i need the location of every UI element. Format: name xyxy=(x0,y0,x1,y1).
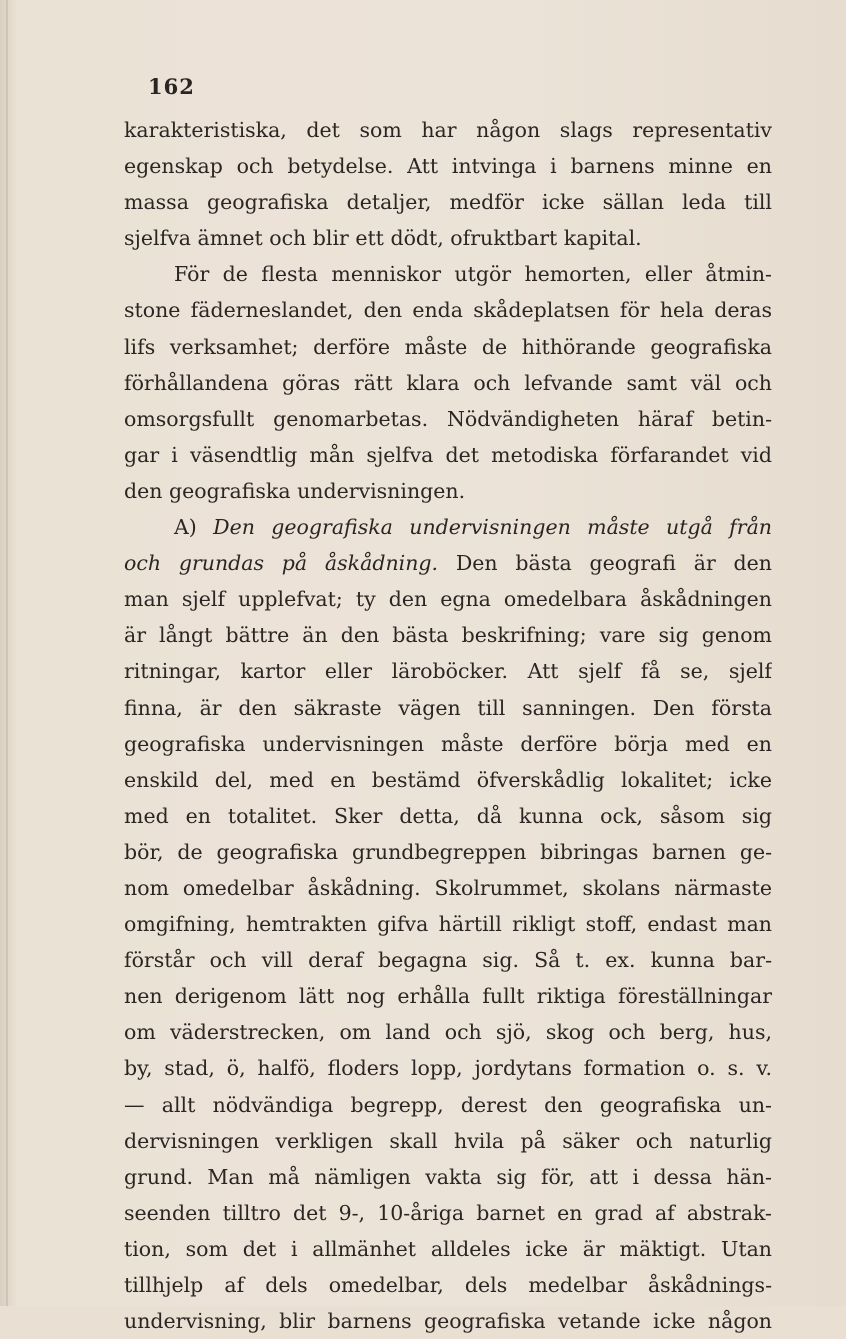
page-number: 162 xyxy=(148,74,195,99)
section-text: Den bästa geografi är den xyxy=(438,551,772,576)
text-line: nen derigenom lätt nog erhålla fullt riktiga föreställningar xyxy=(124,984,772,1009)
section-heading-line xyxy=(124,545,772,581)
text-line: lifs verksamhet; derföre måste de hithörande geografiska xyxy=(124,334,772,359)
text-line: egenskap och betydelse. Att intvinga i barnens minne en xyxy=(124,154,772,179)
text-line: nom omedelbar åskådning. Skolrummet, skolans närmaste xyxy=(124,875,772,900)
text-line: omgifning, hemtrakten gifva härtill rikligt stoff, endast man xyxy=(124,912,772,937)
text-line: karakteristiska, det som har någon slags representativ xyxy=(124,118,772,142)
text-line: omsorgsfullt genomarbetas. Nödvändigheten häraf betin- xyxy=(124,406,772,431)
text-line: bör, de geografiska grundbegreppen bibringas barnen ge- xyxy=(124,839,772,864)
paragraph-start-line: För de flesta menniskor utgör hemorten, eller åtmin- xyxy=(174,262,772,287)
text-line: förstår och vill deraf begagna sig. Så t. ex. kunna bar- xyxy=(124,948,772,973)
text-line: enskild del, med en bestämd öfverskådlig lokalitet; icke xyxy=(124,767,772,792)
body-text xyxy=(124,112,772,1339)
text-line: — allt nödvändiga begrepp, derest den geografiska un- xyxy=(124,1092,772,1117)
text-line: by, stad, ö, halfö, floders lopp, jordytans formation o. s. v. xyxy=(124,1056,772,1081)
text-line: geografiska undervisningen måste derföre börja med en xyxy=(124,731,772,756)
section-heading-italic: och grundas på åskådning. xyxy=(124,551,439,576)
text-line: om väderstrecken, om land och sjö, skog och berg, hus, xyxy=(124,1020,772,1045)
text-line: man sjelf upplefvat; ty den egna omedelbara åskådningen xyxy=(124,587,772,612)
text-line: finna, är den säkraste vägen till sanningen. Den första xyxy=(124,695,772,720)
section-label: A) xyxy=(174,515,214,540)
text-line: undervisning, blir barnens geografiska vetande icke någon xyxy=(124,1309,772,1334)
text-line: massa geografiska detaljer, medför icke sällan leda till xyxy=(124,190,772,215)
text-line: tion, som det i allmänhet alldeles icke är mäktigt. Utan xyxy=(124,1236,772,1261)
text-line: gar i väsendtlig mån sjelfva det metodiska förfarandet vid xyxy=(124,442,772,467)
text-line: sjelfva ämnet och blir ett dödt, ofruktbart kapital. xyxy=(124,226,642,251)
text-line: dervisningen verkligen skall hvila på säker och naturlig xyxy=(124,1128,772,1153)
text-line: ritningar, kartor eller läroböcker. Att sjelf få se, sjelf xyxy=(124,659,772,684)
text-line: med en totalitet. Sker detta, då kunna ock, såsom sig xyxy=(124,803,772,828)
text-line: stone fäderneslandet, den enda skådeplatsen för hela deras xyxy=(124,298,772,323)
text-line: tillhjelp af dels omedelbar, dels medelbar åskådnings- xyxy=(124,1273,772,1297)
page-edge xyxy=(6,0,8,1306)
text-line: är långt bättre än den bästa beskrifning; vare sig genom xyxy=(124,623,772,648)
section-heading-line xyxy=(124,509,772,545)
text-line: grund. Man må nämligen vakta sig för, att i dessa hän- xyxy=(124,1164,772,1189)
text-line: den geografiska undervisningen. xyxy=(124,478,466,503)
section-heading-italic: Den geografiska undervisningen måste utgå från xyxy=(213,515,772,540)
text-line: seenden tilltro det 9-, 10-åriga barnet en grad af abstrak- xyxy=(124,1200,772,1225)
text-line: förhållandena göras rätt klara och lefvande samt väl och xyxy=(124,370,772,395)
